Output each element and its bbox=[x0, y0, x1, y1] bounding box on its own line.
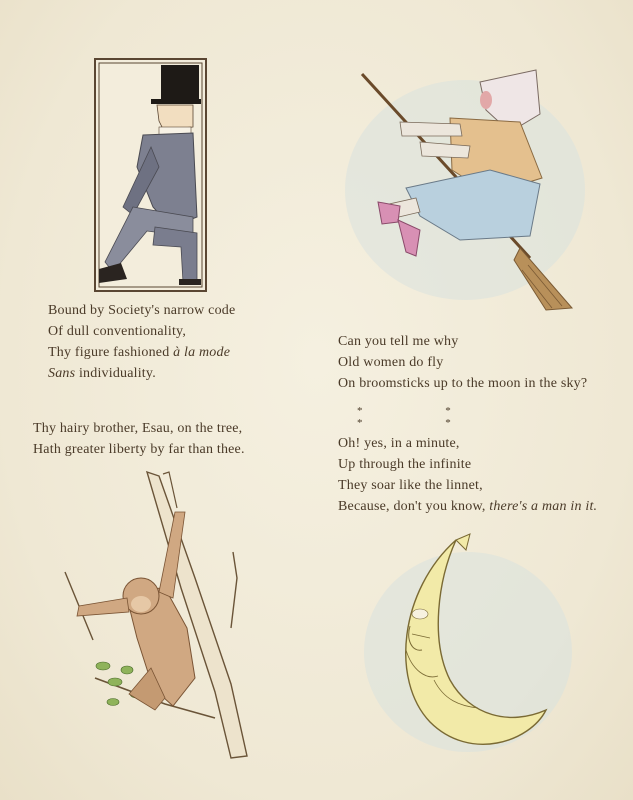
verse-line bbox=[338, 496, 597, 517]
verse-line: They soar like the linnet, bbox=[338, 478, 483, 493]
verse-moon bbox=[338, 433, 597, 517]
verse-italic: Sans bbox=[48, 366, 76, 381]
monkey-illustration bbox=[55, 468, 265, 760]
separator-stars: * * * * bbox=[357, 405, 491, 429]
verse-line: Old women do fly bbox=[338, 355, 444, 370]
verse-text: Because, don't you know, bbox=[338, 499, 490, 514]
verse-line bbox=[48, 363, 235, 384]
verse-line: Can you tell me why bbox=[338, 334, 459, 349]
verse-line: Bound by Society's narrow code bbox=[48, 303, 236, 318]
verse-esau bbox=[33, 418, 245, 460]
verse-line bbox=[48, 342, 235, 363]
verse-gentleman bbox=[48, 300, 235, 384]
verse-text: Thy figure fashioned bbox=[48, 345, 174, 360]
verse-line: On broomsticks up to the moon in the sky? bbox=[338, 376, 588, 391]
verse-italic: there's a man in it. bbox=[489, 499, 598, 514]
verse-line: Oh! yes, in a minute, bbox=[338, 436, 460, 451]
verse-text: individuality. bbox=[75, 366, 156, 381]
moon-illustration bbox=[360, 530, 575, 760]
verse-line: Of dull conventionality, bbox=[48, 324, 187, 339]
verse-line: Thy hairy brother, Esau, on the tree, bbox=[33, 421, 243, 436]
verse-line: Hath greater liberty by far than thee. bbox=[33, 442, 245, 457]
gentleman-illustration bbox=[93, 57, 208, 293]
witch-illustration bbox=[340, 60, 590, 320]
verse-italic: à la mode bbox=[173, 345, 231, 360]
verse-line: Up through the infinite bbox=[338, 457, 472, 472]
verse-witch bbox=[338, 331, 587, 394]
